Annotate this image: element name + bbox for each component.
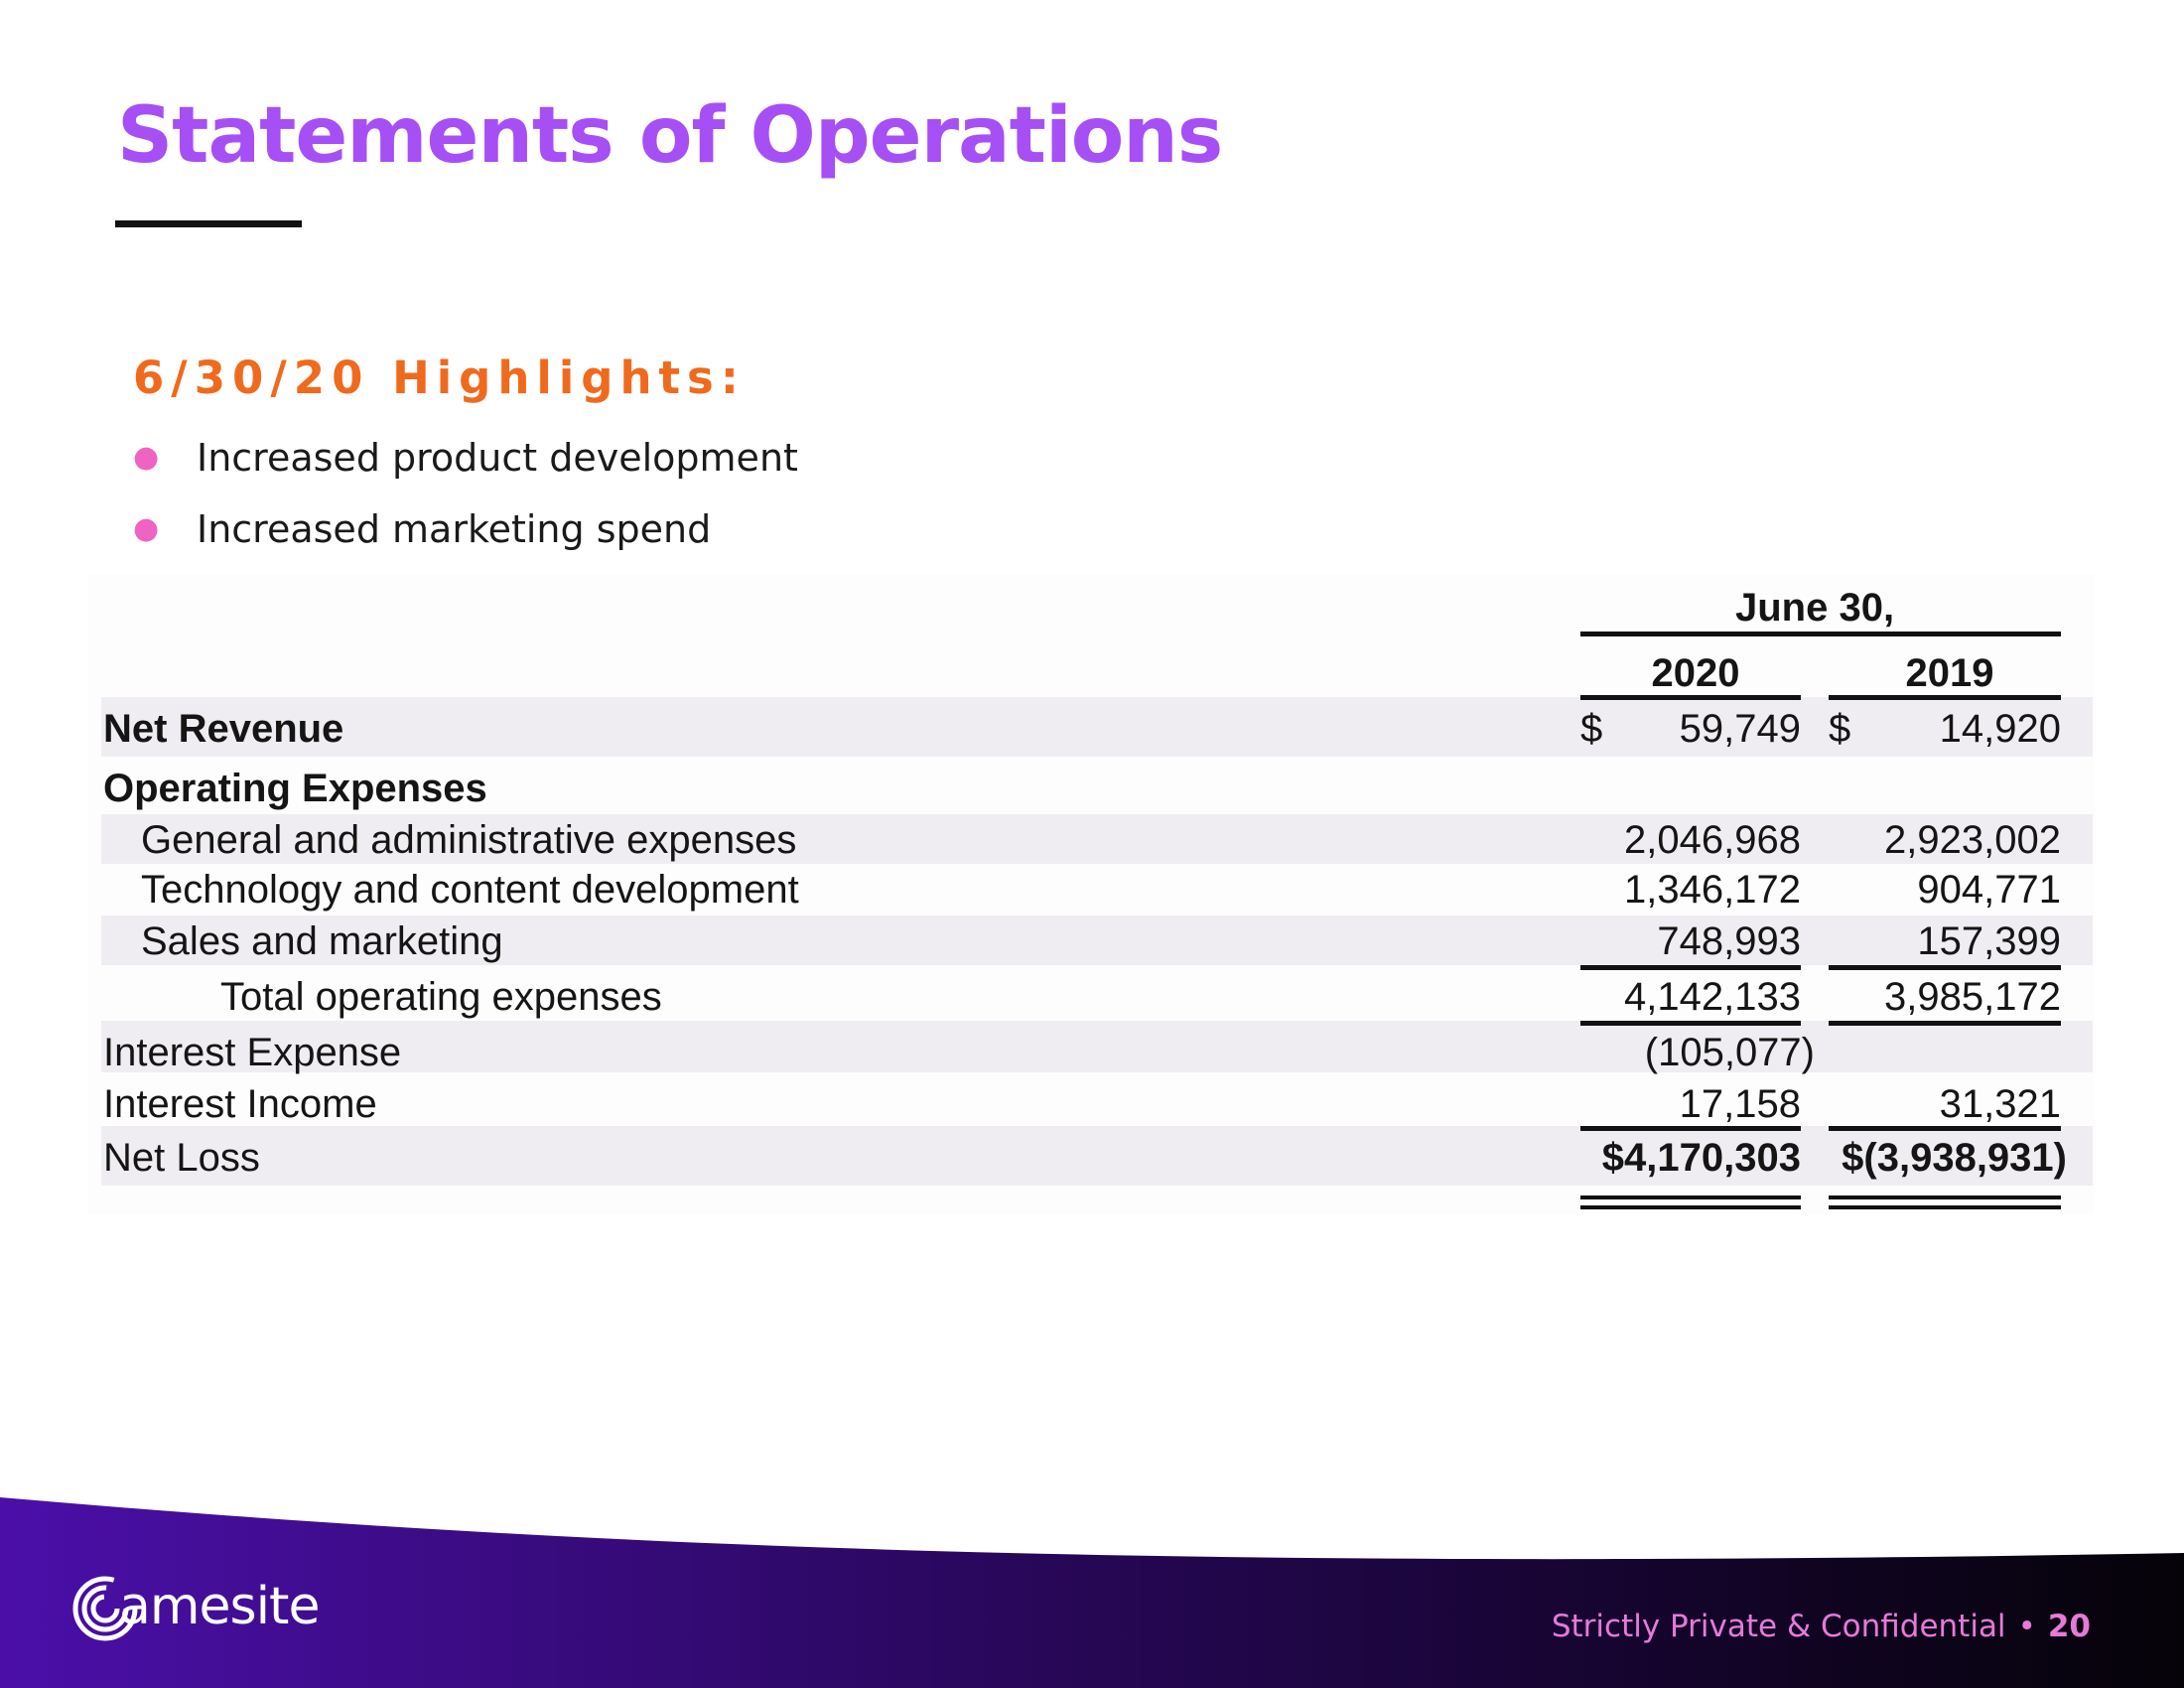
g-and-a-2019: 2,923,002 [1884,818,2061,862]
footer-band [0,1489,2184,1688]
page-number: 20 [2047,1609,2091,1644]
total-opex-label: Total operating expenses [220,975,662,1019]
net-loss-rule-2019 [1829,1126,2061,1131]
double-rule-2020-bottom [1580,1205,1801,1209]
total-opex-2019: 3,985,172 [1884,975,2061,1019]
double-rule-2019-bottom [1829,1205,2061,1209]
sales-marketing-2019: 157,399 [1917,919,2061,963]
net-loss-2020: $4,170,303 [1601,1136,1801,1180]
interest-income-2019: 31,321 [1939,1082,2061,1126]
header-rule [1580,632,2061,636]
bullet-icon: ● [133,511,160,546]
footer-confidential [1552,1609,2091,1644]
sales-marketing-label: Sales and marketing [141,919,503,963]
net-loss-label: Net Loss [103,1136,260,1180]
page-title: Statements of Operations [117,91,1223,181]
net-revenue-2020: 59,749 [1679,707,1801,751]
g-and-a-2020: 2,046,968 [1624,818,1801,862]
total-opex-2020: 4,142,133 [1624,975,1801,1019]
net-loss-rule-2020 [1580,1126,1801,1131]
total-rule-2019 [1829,1021,2061,1026]
footer-separator: • [2017,1609,2036,1644]
statement-of-operations-table [87,574,2095,1214]
highlight-text: Increased marketing spend [197,507,712,551]
double-rule-2020-top [1580,1196,1801,1199]
double-rule-2019-top [1829,1196,2061,1199]
subtotal-rule-2020 [1580,965,1801,970]
title-underline [115,220,302,227]
currency-symbol: $ [1829,707,1851,751]
highlight-text: Increased product development [197,436,798,480]
currency-symbol: $ [1580,707,1603,751]
confidential-label: Strictly Private & Confidential [1551,1609,2006,1644]
interest-income-2020: 17,158 [1679,1082,1801,1126]
total-rule-2020 [1580,1021,1801,1026]
period-header: June 30, [1735,586,1895,630]
net-revenue-2019: 14,920 [1939,707,2061,751]
year-2019-header: 2019 [1905,651,1994,695]
technology-2019: 904,771 [1917,868,2061,912]
sales-marketing-2020: 748,993 [1657,919,1801,963]
highlights-heading: 6/30/20 Highlights: [133,352,746,404]
bullet-icon: ● [133,440,160,475]
interest-expense-label: Interest Expense [103,1031,402,1074]
interest-income-label: Interest Income [103,1082,377,1126]
technology-2020: 1,346,172 [1624,868,1801,912]
g-and-a-label: General and administrative expenses [141,818,797,862]
year-rule-2019 [1829,695,2061,700]
net-loss-2019: $(3,938,931) [1842,1136,2067,1180]
interest-expense-2020: (105,077) [1644,1031,1815,1074]
logo-text: amesite [119,1577,320,1636]
year-rule-2020 [1580,695,1801,700]
year-2020-header: 2020 [1651,651,1740,695]
net-revenue-label: Net Revenue [103,707,344,751]
technology-label: Technology and content development [141,868,799,912]
operating-expenses-label: Operating Expenses [103,767,487,810]
subtotal-rule-2019 [1829,965,2061,970]
